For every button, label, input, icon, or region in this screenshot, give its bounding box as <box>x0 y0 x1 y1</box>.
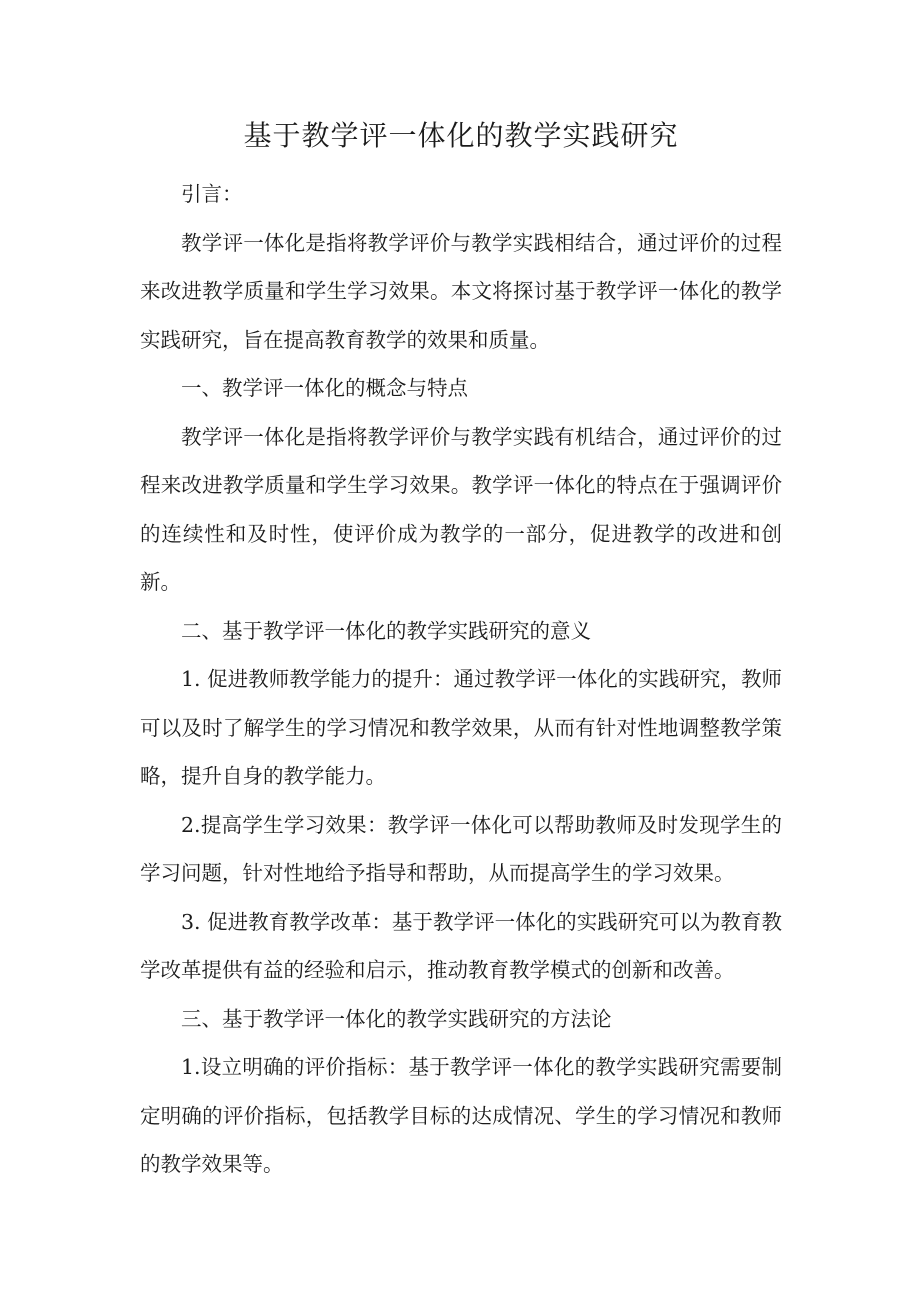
section-3-item-1: 1.设立明确的评价指标：基于教学评一体化的教学实践研究需要制定明确的评价指标，包括教学目标的达成情况、学生的学习情况和教师的教学效果等。 <box>140 1055 782 1176</box>
section-3-heading: 三、基于教学评一体化的教学实践研究的方法论 <box>181 1006 612 1031</box>
section-2-item-1: 1. 促进教师教学能力的提升：通过教学评一体化的实践研究，教师可以及时了解学生的学习情况和教学效果，从而有针对性地调整教学策略，提升自身的教学能力。 <box>140 667 782 788</box>
section-1-heading: 一、教学评一体化的概念与特点 <box>181 376 468 400</box>
section-1-paragraph: 教学评一体化是指将教学评价与教学实践有机结合，通过评价的过程来改进教学质量和学生学习效果。教学评一体化的特点在于强调评价的连续性和及时性，使评价成为教学的一部分，促进教学的改进和创新。 <box>140 424 782 594</box>
document-title: 基于教学评一体化的教学实践研究 <box>243 119 679 152</box>
section-2-item-2: 2.提高学生学习效果：教学评一体化可以帮助教师及时发现学生的学习问题，针对性地给予指导和帮助，从而提高学生的学习效果。 <box>140 812 782 885</box>
document-body <box>140 112 782 1189</box>
intro-paragraph: 教学评一体化是指将教学评价与教学实践相结合，通过评价的过程来改进教学质量和学生学习效果。本文将探讨基于教学评一体化的教学实践研究，旨在提高教育教学的效果和质量。 <box>140 230 782 352</box>
section-2-heading: 二、基于教学评一体化的教学实践研究的意义 <box>181 618 591 643</box>
intro-heading: 引言： <box>181 182 243 206</box>
section-2-item-3: 3. 促进教育教学改革：基于教学评一体化的实践研究可以为教育教学改革提供有益的经验和启示，推动教育教学模式的创新和改善。 <box>140 909 782 982</box>
